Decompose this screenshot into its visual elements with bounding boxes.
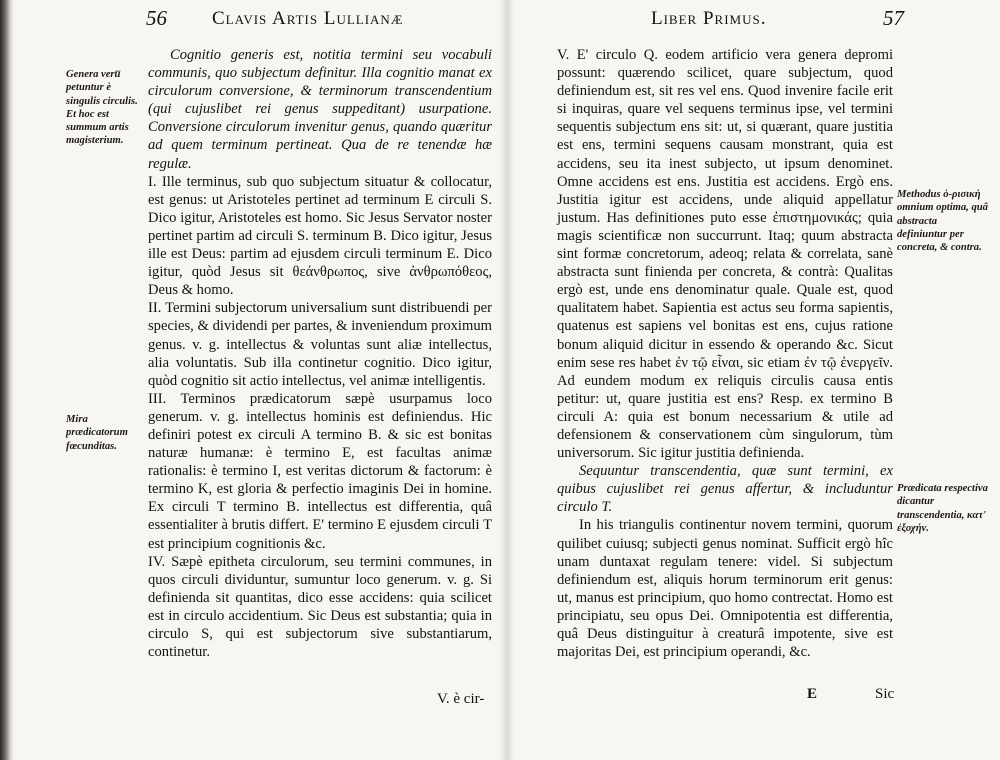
paragraph: Cognitio generis est, notitia termini seu vocabuli communis, quo subjectum definitur. Illa cognitio manat ex circulorum conversione, & terminorum transcendentium (qui cujuslibet rei genus suppeditant) usurpatione. Conversione circulorum invenitur genus, quando quæritur ad quem terminum pertineat. Qua de re tenendæ hæ regulæ. — [148, 47, 492, 172]
page-number: 57 — [883, 6, 904, 30]
right-page — [505, 0, 1000, 760]
margin-note: Mira prædicatorum fœcunditas. — [66, 414, 128, 452]
paragraph: II. Termini subjectorum universalium sunt distribuendi per species, & dividendi per partes, & inveniendum proximum genus. v. g. intellectus & voluntas sunt aliæ intellectus, alia voluntatis. Sub illa continetur cognitio. Dico igitur, quòd cognitio sit actio intellectus, vel animæ intelligentis. — [148, 300, 492, 389]
catchword: V. è cir- — [437, 691, 485, 707]
signature-mark: E — [807, 686, 818, 702]
page-number: 56 — [146, 6, 167, 30]
margin-note: Genera veru̅ petuntur è singulis circulis. Et hoc est summum artis magisterium. — [66, 69, 138, 147]
catchword: Sic — [875, 686, 895, 702]
paragraph: IV. Sæpè epitheta circulorum, seu termini communes, in quos circuli dividuntur, sumuntur loco generum. v. g. Si definienda sit quantitas, dico esse accidens: quia scilicet est in circulo accidentium. Sic Deus est substantia; quia in circulo S, qui est subjectorum sive substantiarum, continetur. — [148, 553, 492, 661]
running-head: Liber Primus. — [651, 8, 767, 29]
paragraph: III. Terminos prædicatorum sæpè usurpamus loco generum. v. g. intellectus hominis est definiendus. Hic definiri potest ex circuli A termino B. & sic est bonitas naturæ humanæ: è termino E, est facultas animæ rationalis: è termino I, est veritas dictorum & factorum: è termino K, est gloria & perfectio imaginis Dei in homine. Ex circuli T termino B. intellectus est differentia, quâ essentialiter à brutis differt. E' termino E ejusdem circuli T est principium cognitionis &c. — [148, 390, 492, 552]
left-body — [148, 46, 492, 661]
paragraph: Sequuntur transcendentia, quæ sunt termini, ex quibus cujuslibet rei genus affertur, & includuntur circulo T. — [557, 463, 893, 516]
paragraph: I. Ille terminus, sub quo subjectum situatur & collocatur, est genus: ut Aristoteles pertinet ad terminum E circuli S. Dico igitur, Aristoteles est homo. Sic Jesus Servator noster pertinet partim ad circuli S. terminum B. Dico igitur, Jesus ille est Deus: partim ad ejusdem circuli terminum E. Dico igitur, quòd Jesus sit θεάνθρωπος, sive ἀνθρωπόθεος, Deus & homo. — [148, 173, 492, 299]
margin-note: Prædicata respectiva dicantur transcendentia, κατ' ἐξοχήν. — [897, 483, 988, 534]
paragraph: V. E' circulo Q. eodem artificio vera genera depromi possunt: quærendo scilicet, quare subjectum, quod definiendum est, sit res vel ens. Quod invenire facile erit si inquiras, quare vel sequens terminus ipse, vel termini sequentis subjectum ens sit: ut, si quærant, quare justitia est ens, termini sequens causam monstrant, quia est accidens, seu ita inest subjecto, ut ipsum denominet. Omne accidens est ens. Justitia est accidens. Ergò ens. Justitia igitur est accidens, unde aliquid appellatur justum. Has definitiones puto esse ἐπιστημονικάς; quia magis scientificæ non succurrunt. Itaq; quum abstracta sint formæ concretorum, adeoq; relata & correlata, sanè abstracta sunt finienda per concreta, & contrà: Qualitas ergò est, unde ens denominatur quale. Quale est, quod qualitatem habet. Sapientia est actus seu forma sapientis, quatenus est sapiens vel bonitas est ens, cujus ratione bonum aliquid dicitur in essendo & operando &c. Sicut enim sese res habet ἐν τῷ εἶναι, sic etiam ἐν τῷ ἐνεργεῖν. Ad eundem modum ex reliquis circulis causa entis petitur: ut, quare justitia est ens? Resp. ex termino B circuli A: quia est bonum necessarium & utile ad defensionem & conservationem cùm singulorum, tùm universorum. Sic igitur justitia definienda. — [557, 47, 893, 462]
right-body — [557, 46, 893, 661]
margin-note: Methodus ὁ-ρισικὴ omnium optima, quâ abstracta definiuntur per concreta, & contra. — [897, 189, 988, 254]
paragraph: In his triangulis continentur novem termini, quorum quilibet cuiusq; subjecti genus nominat. Sufficit ergò hîc unam duntaxat regulam tenere: videl. Si subjectum definiendum est, aliquis horum terminorum erit genus: ut, manus est principium, quo homo contrectat. Homo est principiatu, seu opus Dei. Omnipotentia est differentia, quâ Deus distinguitur à creaturâ impotente, sive est majoritas Dei, est principium operandi, &c. — [557, 517, 893, 661]
running-head: Clavis Artis Lullianæ — [212, 8, 404, 29]
